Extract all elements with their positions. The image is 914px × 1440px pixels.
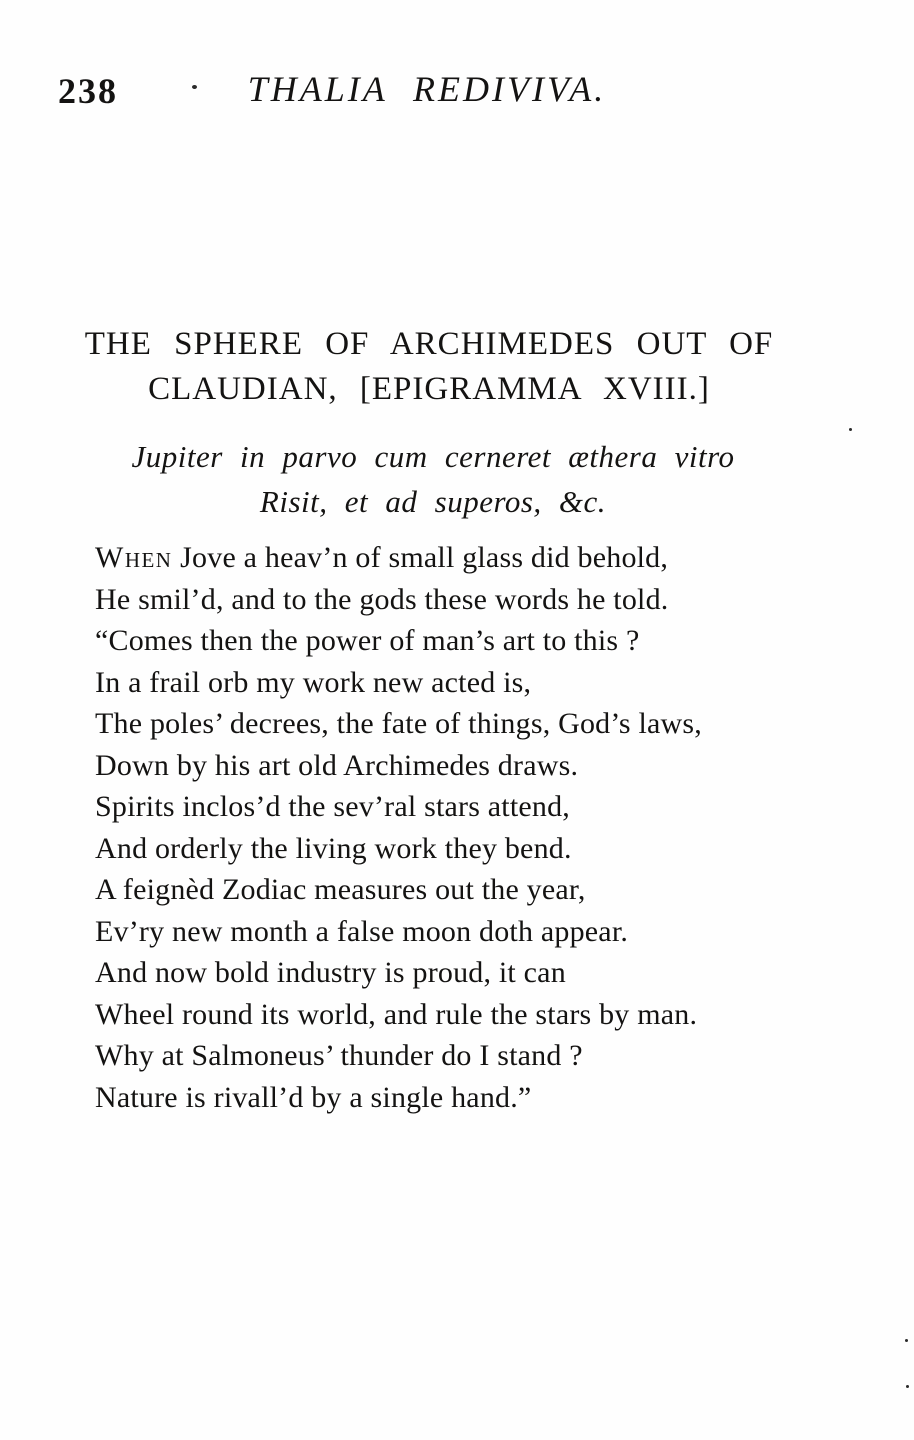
poem-line-1 <box>95 537 855 579</box>
epigraph-line-2: Risit, et ad superos, &c. <box>259 484 607 519</box>
poem-line-11: And now bold industry is proud, it can <box>95 956 566 989</box>
page-number: 238 <box>58 71 118 111</box>
poem-title-line-2: CLAUDIAN, [EPIGRAMMA XVIII.] <box>148 371 710 407</box>
poem-line-2: He smil’d, and to the gods these words he told. <box>95 582 669 616</box>
epigraph-line-1: Jupiter in parvo cum cerneret æthera vitro <box>131 439 735 474</box>
latin-epigraph <box>0 434 866 524</box>
poem-line-7: Spirits inclos’d the sev’ral stars attend, <box>95 790 570 823</box>
scan-speck <box>905 1339 908 1342</box>
poem-line-5: The poles’ decrees, the fate of things, God’s laws, <box>95 707 702 740</box>
poem-body <box>95 537 855 1118</box>
scan-speck <box>192 85 197 89</box>
poem-title <box>0 322 858 412</box>
poem-opening-word: When <box>95 541 173 574</box>
poem-line-10: Ev’ry new month a false moon doth appear. <box>95 914 629 948</box>
poem-title-line-1: THE SPHERE OF ARCHIMEDES OUT OF <box>84 326 774 362</box>
poem-line-6: Down by his art old Archimedes draws. <box>95 748 579 782</box>
scan-speck <box>906 1385 909 1388</box>
scan-speck <box>849 428 852 431</box>
poem-line-12: Wheel round its world, and rule the stars by man. <box>95 997 698 1031</box>
poem-line-3: “Comes then the power of man’s art to this ? <box>95 624 640 657</box>
running-head: THALIA REDIVIVA. <box>247 69 607 109</box>
poem-line-8: And orderly the living work they bend. <box>95 831 572 865</box>
poem-line-13: Why at Salmoneus’ thunder do I stand ? <box>95 1039 583 1072</box>
poem-line-9: A feignèd Zodiac measures out the year, <box>95 873 586 906</box>
poem-line-4: In a frail orb my work new acted is, <box>95 665 532 699</box>
poem-line-14: Nature is rivall’d by a single hand.” <box>95 1080 532 1114</box>
poem-opening-rest: Jove a heav’n of small glass did behold, <box>172 541 669 574</box>
